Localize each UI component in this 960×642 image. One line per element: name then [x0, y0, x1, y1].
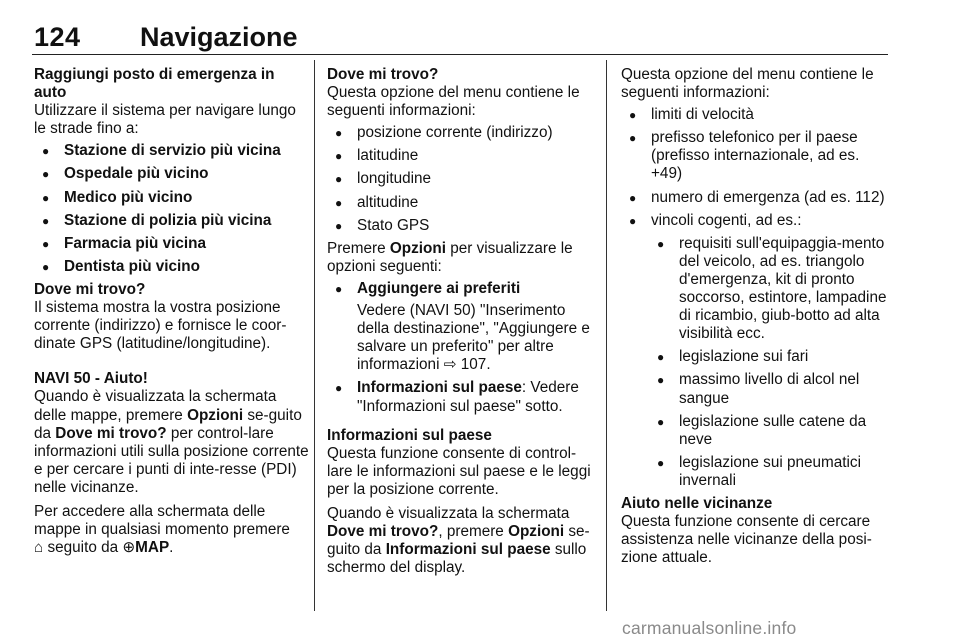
page-number: 124	[34, 22, 81, 52]
list-item: ● posizione corrente (indirizzo)	[327, 124, 595, 142]
watermark: carmanualsonline.info	[622, 618, 797, 638]
home-icon: ⌂	[34, 539, 44, 557]
section-heading: Informazioni sul paese	[327, 426, 492, 444]
text: per visualizzare le opzioni seguenti:	[327, 239, 573, 275]
text: Vedere (NAVI 50) "Inserimento della destinazione", "Aggiungere e salvare un preferito" per altre informazioni	[357, 302, 590, 374]
option-label: Informazioni sul paese	[385, 541, 551, 559]
option-label: Opzioni	[508, 523, 565, 541]
option-label: Informazioni sul paese	[357, 379, 522, 397]
page-header	[32, 14, 888, 55]
option-label: Dove mi trovo?	[327, 523, 439, 541]
section-heading: Aiuto nelle vicinanze	[621, 494, 773, 512]
page-title: Navigazione	[140, 22, 298, 52]
paragraph: Questa funzione consente di control-lare le informazioni sul paese e le leggi per la posizione corrente.	[327, 444, 591, 498]
paragraph: Il sistema mostra la vostra posizione corrente (indirizzo) e fornisce le coor-dinate GPS (latitudine/longitudine).	[34, 299, 287, 353]
paragraph	[34, 388, 310, 497]
text: .	[169, 539, 174, 557]
list-item: ● limiti di velocità	[621, 106, 889, 124]
page-ref-icon: ⇨	[443, 356, 457, 374]
paragraph: Utilizzare il sistema per navigare lungo le strade fino a:	[34, 102, 296, 138]
sub-list-item: ● legislazione sui pneumatici invernali	[621, 454, 889, 490]
column-2	[327, 66, 595, 577]
text: Quando è visualizzata la schermata	[327, 504, 570, 522]
list-item: ● Ospedale più vicino	[34, 165, 310, 183]
option-description	[357, 302, 595, 374]
option-label: MAP	[135, 539, 170, 557]
list-item: ● numero di emergenza (ad es. 112)	[621, 189, 889, 207]
paragraph: Questa opzione del menu contiene le seguenti informazioni:	[327, 84, 580, 120]
text: se-guito da	[327, 523, 590, 559]
section-heading: Raggiungi posto di emergenza in auto	[34, 66, 275, 102]
sub-list-item: ● legislazione sui fari	[621, 348, 889, 366]
list-item: ● altitudine	[327, 194, 595, 212]
paragraph	[327, 240, 595, 276]
section-heading: NAVI 50 - Aiuto!	[34, 370, 148, 388]
option-label: Opzioni	[389, 239, 446, 257]
text: : Vedere "Informazioni sul paese" sotto.	[357, 379, 579, 415]
list-item: ● latitudine	[327, 147, 595, 165]
sub-list-item: ● requisiti sull'equipaggia-mento del veicolo, ad es. triangolo d'emergenza, kit di pronto soccorso, estintore, lampadine di ricambio, giub-botto ad alta visibilità ecc.	[621, 235, 889, 344]
options-list	[327, 280, 595, 416]
option-label: Aggiungere ai preferiti	[357, 279, 521, 297]
text: seguito da	[47, 539, 119, 557]
text: , premere	[438, 523, 504, 541]
section-heading: Dove mi trovo?	[327, 66, 439, 83]
info-list	[327, 124, 595, 234]
text: sullo schermo del display.	[327, 541, 587, 577]
text: se-guito da	[34, 406, 302, 442]
text: Per accedere alla schermata delle mappe in qualsiasi momento premere	[34, 502, 290, 539]
text: per control-lare informazioni utili sulla posizione corrente e per cercare i punti di inte-resse (PDI) nelle vicinanze.	[34, 424, 309, 496]
country-info-list	[621, 106, 889, 490]
list-item: ● vincoli cogenti, ad es.:	[621, 212, 889, 230]
paragraph	[327, 505, 595, 577]
paragraph	[34, 503, 310, 557]
emergency-list	[34, 142, 310, 276]
list-item: ● longitudine	[327, 170, 595, 188]
list-item	[327, 280, 595, 374]
column-divider	[314, 60, 315, 611]
sub-list-item: ● legislazione sulle catene da neve	[621, 413, 889, 449]
column-1	[34, 66, 310, 557]
map-icon: ⊕	[122, 539, 136, 557]
list-item: ● Stato GPS	[327, 217, 595, 235]
option-label: Opzioni	[187, 406, 244, 424]
list-item	[327, 379, 595, 415]
list-item: ● prefisso telefonico per il paese (prefisso internazionale, ad es. +49)	[621, 129, 889, 183]
page-ref: 107.	[460, 356, 491, 374]
list-item: ● Farmacia più vicina	[34, 235, 310, 253]
list-item: ● Medico più vicino	[34, 189, 310, 207]
list-item: ● Stazione di polizia più vicina	[34, 212, 310, 230]
sub-list-item: ● massimo livello di alcol nel sangue	[621, 371, 889, 407]
list-item: ● Stazione di servizio più vicina	[34, 142, 310, 160]
text: Premere	[327, 239, 386, 257]
option-label: Dove mi trovo?	[55, 424, 167, 442]
paragraph: Questa opzione del menu contiene le seguenti informazioni:	[621, 66, 874, 102]
list-item: ● Dentista più vicino	[34, 258, 310, 276]
column-3	[621, 66, 889, 567]
column-divider	[606, 60, 607, 611]
text: Quando è visualizzata la schermata delle mappe, premere	[34, 388, 277, 424]
section-heading: Dove mi trovo?	[34, 280, 146, 298]
paragraph: Questa funzione consente di cercare assistenza nelle vicinanze della posi-zione attuale.	[621, 513, 872, 567]
